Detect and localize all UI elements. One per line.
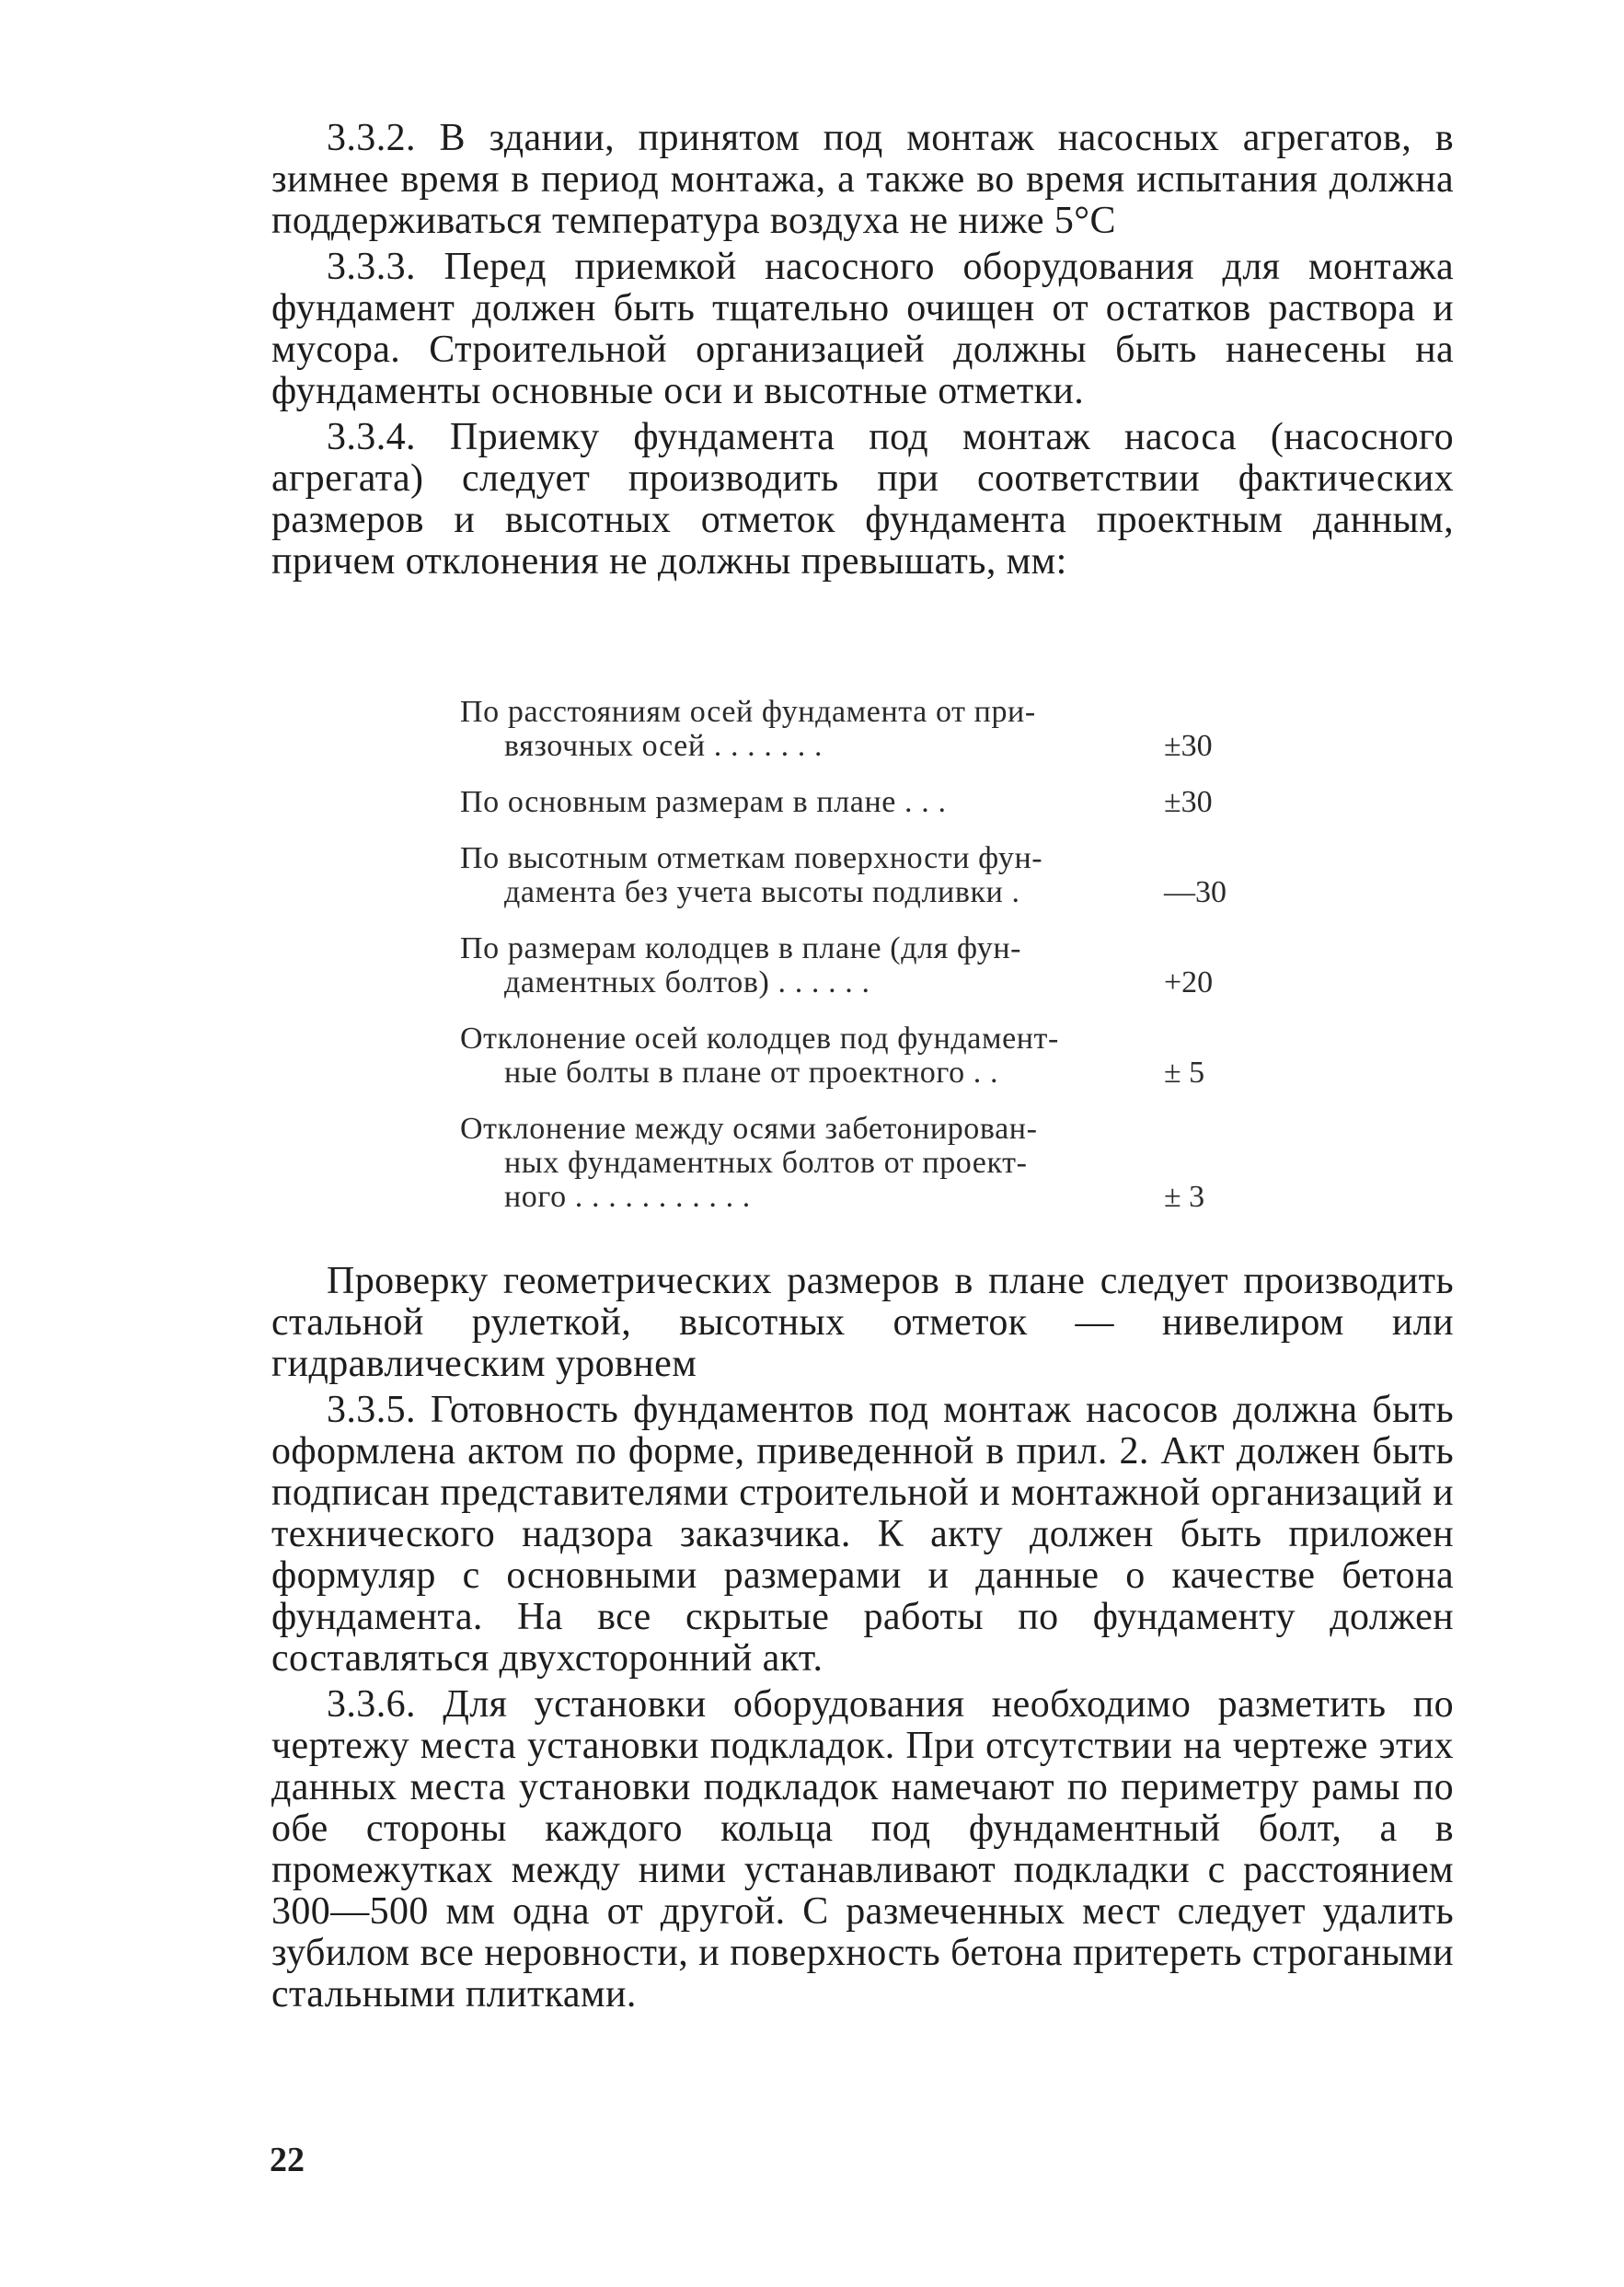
bottom-text-block — [271, 1261, 1454, 2016]
tolerance-row — [460, 1022, 1256, 1090]
tolerance-table — [460, 695, 1256, 1236]
tolerance-value: +20 — [1164, 965, 1214, 999]
paragraph-check-geometry: Проверку геометрических размеров в плане следует производить стальной рулеткой, высотных отметок — нивелиром или гидравлическим уровнем — [271, 1260, 1454, 1385]
page-number: 22 — [270, 2141, 305, 2179]
tolerance-row — [460, 931, 1256, 999]
tolerance-label: По расстояниям осей фундамента от при- вязочных осей . . . . . . . — [460, 695, 1036, 763]
tolerance-value: ±30 — [1164, 729, 1213, 763]
top-text-block — [271, 118, 1454, 583]
tolerance-row — [460, 785, 1256, 819]
tolerance-row — [460, 695, 1256, 763]
paragraph-3-3-2: 3.3.2. В здании, принятом под монтаж насосных агрегатов, в зимнее время в период монтажа, а также во время испытания должна поддерживаться температура воздуха не ниже 5°С — [271, 117, 1454, 242]
tolerance-label: По размерам колодцев в плане (для фун- даментных болтов) . . . . . . — [460, 931, 1022, 999]
tolerance-value: —30 — [1164, 875, 1227, 909]
tolerance-row — [460, 1112, 1256, 1214]
tolerance-value: ±30 — [1164, 785, 1213, 819]
tolerance-label: Отклонение между осями забетонирован- ных фундаментных болтов от проект- ного . . . . . . . . . . . — [460, 1112, 1038, 1214]
paragraph-3-3-4: 3.3.4. Приемку фундамента под монтаж насоса (насосного агрегата) следует производить при соответствии фактических размеров и высотных отметок фундамента проектным данным, причем отклонения не должны превышать, мм: — [271, 416, 1454, 583]
tolerance-label: По высотным отметкам поверхности фун- дамента без учета высоты подливки . — [460, 841, 1043, 909]
paragraph-3-3-3: 3.3.3. Перед приемкой насосного оборудования для монтажа фундамент должен быть тщательно очищен от остатков раствора и мусора. Строительной организацией должны быть нанесены на фундаменты основные оси и высотные отметки. — [271, 246, 1454, 412]
tolerance-value: ± 3 — [1164, 1180, 1205, 1214]
tolerance-row — [460, 841, 1256, 909]
tolerance-label: Отклонение осей колодцев под фундамент- ные болты в плане от проектного . . — [460, 1022, 1059, 1090]
paragraph-3-3-6: 3.3.6. Для установки оборудования необходимо разметить по чертежу места установки подкладок. При отсутствии на чертеже этих данных места установки подкладок намечают по периметру рамы по обе стороны каждого кольца под фундаментный болт, а в промежутках между ними устанавливают подкладки с расстоянием 300—500 мм одна от другой. С размеченных мест следует удалить зубилом все неровности, и поверхность бетона притереть строгаными стальными плитками. — [271, 1683, 1454, 2016]
paragraph-3-3-5: 3.3.5. Готовность фундаментов под монтаж насосов должна быть оформлена актом по форме, приведенной в прил. 2. Акт должен быть подписан представителями строительной и монтажной организаций и технического надзора заказчика. К акту должен быть приложен формуляр с основными размерами и данные о качестве бетона фундамента. На все скрытые работы по фундаменту должен составляться двухсторонний акт. — [271, 1389, 1454, 1680]
tolerance-value: ± 5 — [1164, 1056, 1205, 1090]
tolerance-label: По основным размерам в плане . . . — [460, 785, 947, 819]
